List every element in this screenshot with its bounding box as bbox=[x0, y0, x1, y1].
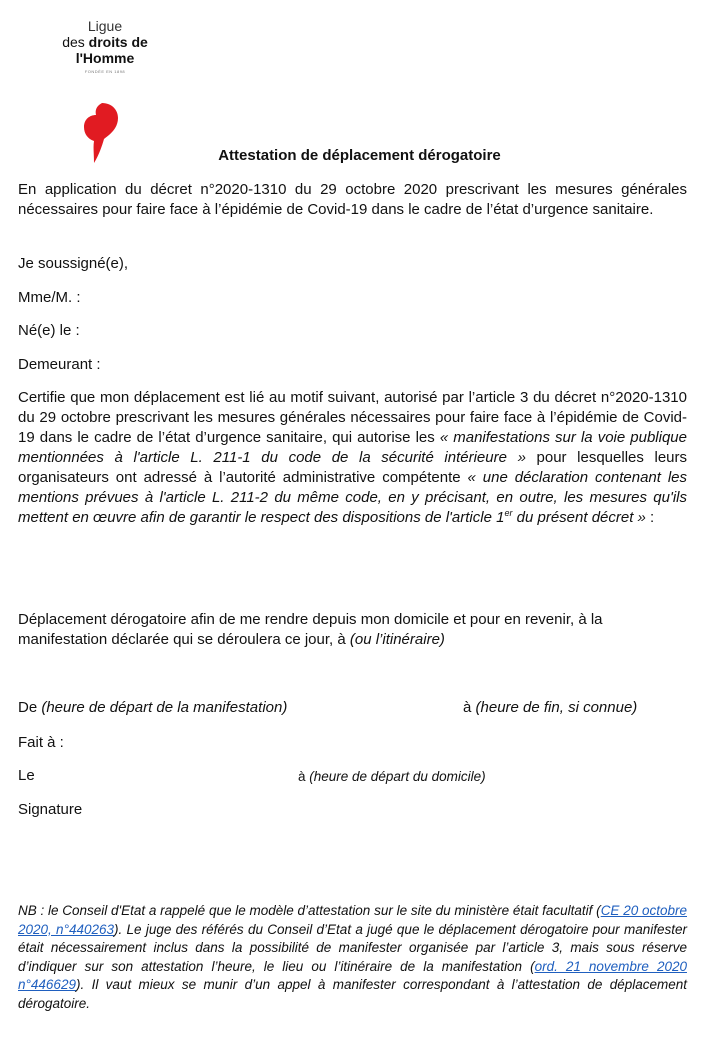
depart-label: De bbox=[18, 699, 42, 716]
address-field-label: Demeurant : bbox=[18, 356, 101, 373]
domicile-time-field bbox=[298, 767, 486, 787]
certifie-text-1: Certifie que mon déplacement est lié au motif suivant, autorisé par l’article 3 du décret n°2020-1310 du 29 octobre prescrivant les mesures générales nécessaires pour faire face à l’épidémie de Covid-19 dans le cadre de l’état d’urgence sanitaire, qui autorise les bbox=[18, 389, 687, 446]
fait-a-field: Fait à : bbox=[18, 734, 64, 751]
domicile-label: à bbox=[298, 769, 310, 784]
deplacement-itineraire: (ou l’itinéraire) bbox=[349, 631, 445, 648]
nb-text-2: ). Le juge des référés du Conseil d’Etat a jugé que le déplacement dérogatoire pour manifester était nécessairement inclus dans la possibilité de manifester organisée par l’article 3, mais sous réserve d’indiquer sur son attestation l’heure, le lieu ou l’itinéraire de la manifestation ( bbox=[18, 921, 687, 974]
birthdate-field-label: Né(e) le : bbox=[18, 322, 80, 339]
logo-line-3: l'Homme bbox=[75, 50, 135, 66]
logo-line-2-prefix: des bbox=[62, 34, 89, 50]
certifie-paragraph bbox=[18, 388, 687, 528]
nb-text-3: ). Il vaut mieux se munir d’un appel à manifester correspondant à l’attestation de déplacement dérogatoire. bbox=[18, 977, 687, 1011]
logo-line-2 bbox=[40, 34, 170, 50]
deplacement-paragraph bbox=[18, 610, 687, 650]
logo-line-2-bold: droits de bbox=[88, 34, 148, 50]
fin-hint: (heure de fin, si connue) bbox=[475, 699, 638, 716]
nb-link-ordonnance[interactable]: ord. 21 novembre 2020 n°446629 bbox=[18, 958, 687, 992]
fin-time-field bbox=[463, 698, 637, 718]
depart-hint: (heure de départ de la manifestation) bbox=[41, 699, 288, 716]
certifie-quote-2: « une déclaration contenant les mentions prévues à l'article L. 211-2 du même code, en y précisant, en outre, les mesures qu'ils mettent en œuvre afin de garantir le respect des dispositions de l'article 1 bbox=[18, 469, 688, 526]
page-title: Attestation de déplacement dérogatoire bbox=[218, 147, 501, 164]
certifie-quote-1: « manifestations sur la voie publique mentionnées à l'article L. 211-1 du code de la sécurité intérieure » bbox=[18, 429, 687, 466]
certifie-text-2: pour lesquelles leurs organisateurs ont adressé à l’autorité administrative compétente bbox=[18, 449, 688, 486]
nb-note bbox=[18, 902, 687, 1013]
certifie-superscript: er bbox=[504, 508, 513, 518]
logo-line-1: Ligue bbox=[87, 18, 123, 34]
name-field-label: Mme/M. : bbox=[18, 289, 81, 306]
date-field: Le bbox=[18, 767, 35, 784]
deplacement-text: Déplacement dérogatoire afin de me rendre depuis mon domicile et pour en revenir, à la manifestation déclarée qui se déroulera ce jour, à bbox=[18, 611, 603, 648]
signature-field: Signature bbox=[18, 801, 83, 818]
ldh-logo bbox=[40, 18, 170, 75]
logo-tagline: FONDÉE EN 1898 bbox=[84, 69, 126, 74]
domicile-hint: (heure de départ du domicile) bbox=[309, 769, 486, 784]
nb-link-ce-decision[interactable]: CE 20 octobre 2020, n°440263 bbox=[18, 903, 687, 937]
nb-text-1: NB : le Conseil d'Etat a rappelé que le modèle d’attestation sur le site du ministère était facultatif ( bbox=[18, 903, 601, 918]
soussigne-label: Je soussigné(e), bbox=[18, 255, 129, 272]
certifie-quote-2-end: du présent décret » bbox=[512, 509, 646, 526]
certifie-end: : bbox=[645, 509, 655, 526]
depart-time-field bbox=[18, 698, 287, 718]
intro-paragraph: En application du décret n°2020-1310 du 29 octobre 2020 prescrivant les mesures générales nécessaires pour faire face à l’épidémie de Covid-19 dans le cadre de l’état d’urgence sanitaire. bbox=[18, 181, 687, 218]
fin-label: à bbox=[463, 699, 476, 716]
